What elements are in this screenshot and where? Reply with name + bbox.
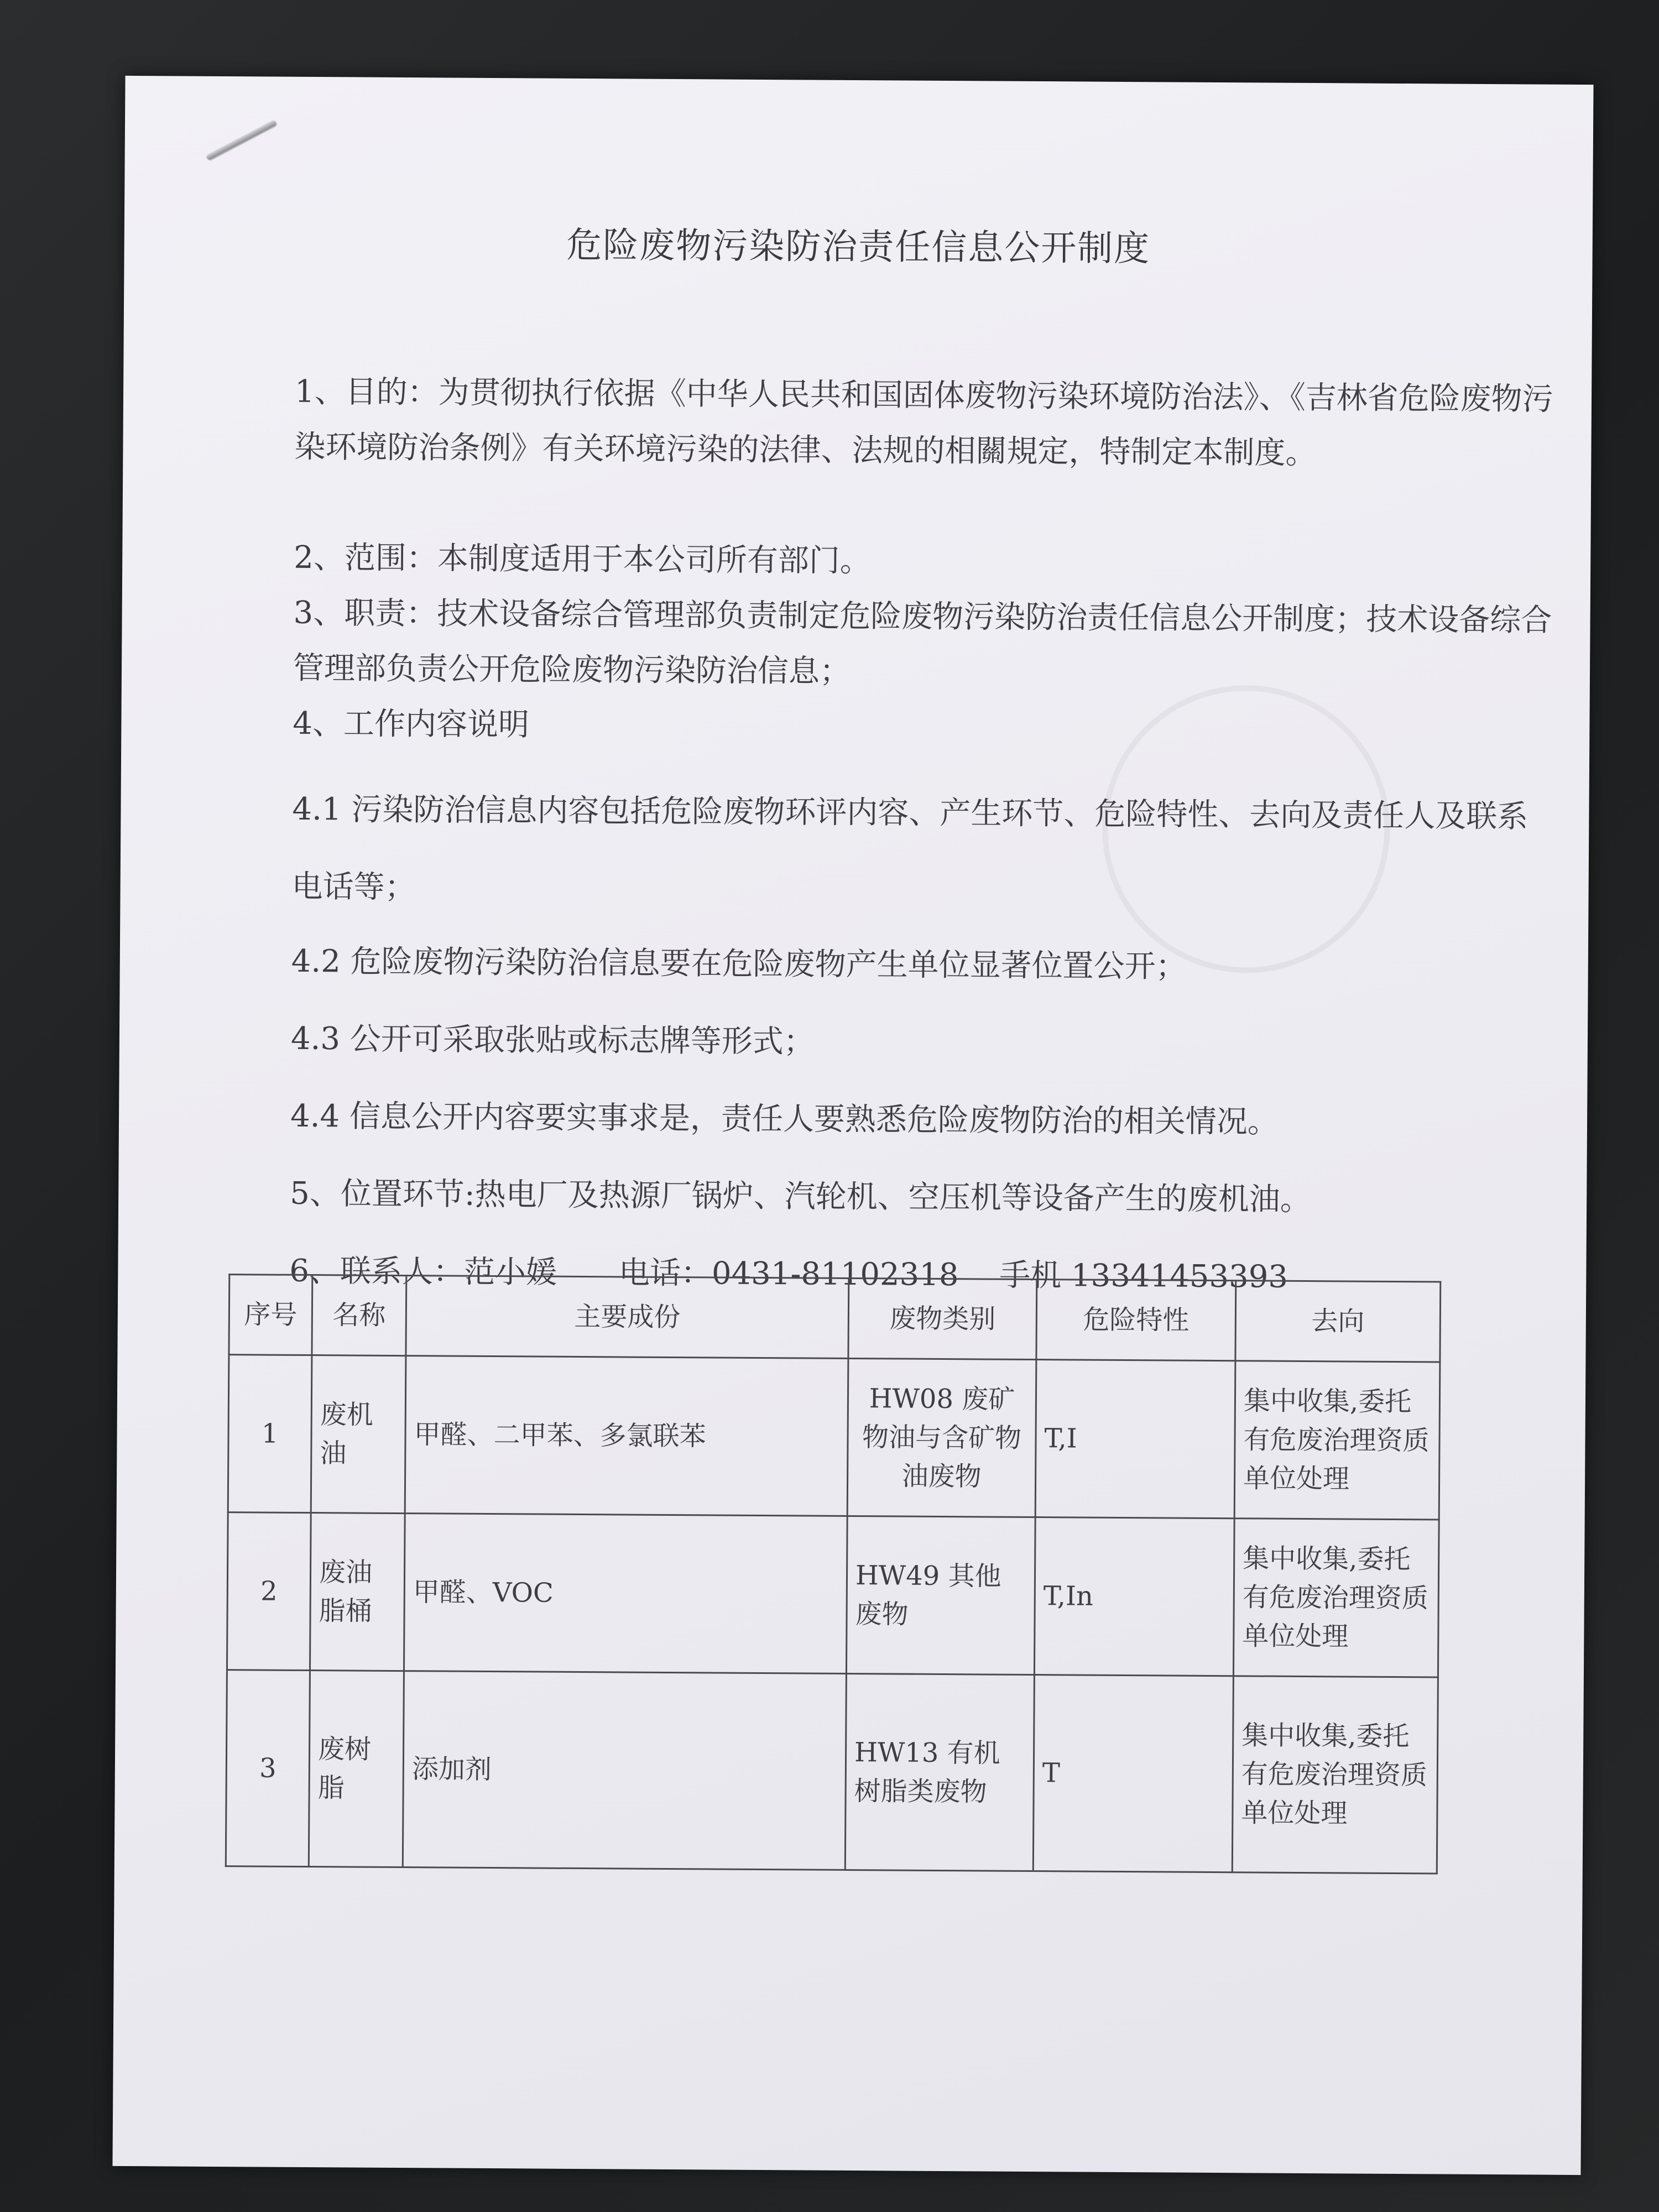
header-components: 主要成份 [406,1276,849,1359]
cell-name: 废油脂桶 [310,1513,405,1671]
table-row [226,1670,1438,1874]
cell-components: 甲醛、二甲苯、多氯联苯 [405,1356,848,1516]
header-destination: 去向 [1235,1281,1441,1362]
staple [206,119,277,160]
paragraph-4-4: 4.4 信息公开内容要实事求是，责任人要熟悉危险废物防治的相关情况。 [290,1098,1279,1140]
paragraph-contact: 6、联系人：范小媛 电话：0431-81102318 手机 13341453393 [289,1253,1288,1295]
header-category: 废物类别 [848,1278,1037,1359]
cell-destination: 集中收集,委托有危废治理资质单位处理 [1232,1676,1438,1874]
header-name: 名称 [312,1275,406,1356]
cell-index: 1 [228,1355,312,1513]
header-index: 序号 [229,1275,312,1355]
document-title: 危险废物污染防治责任信息公开制度 [566,225,1151,270]
table-row [227,1512,1439,1677]
cell-category: HW49 其他废物 [846,1516,1035,1674]
document-page [112,76,1593,2175]
table-header-row [229,1275,1441,1362]
cell-category: HW13 有机树脂类废物 [845,1673,1034,1871]
cell-hazard: T [1033,1675,1233,1872]
paragraph-4-3: 4.3 公开可采取张贴或标志牌等形式； [290,1020,815,1060]
paragraph-4-2: 4.2 危险废物污染防治信息要在危险废物产生单位显著位置公开； [291,943,1187,985]
cell-components: 甲醛、VOC [404,1514,847,1674]
waste-table [225,1274,1440,1874]
paragraph-location: 5、位置环节:热电厂及热源厂锅炉、汽轮机、空压机等设备产生的废机油。 [290,1175,1311,1218]
table-row [228,1355,1440,1520]
cell-category: HW08 废矿物油与含矿物油废物 [847,1358,1036,1517]
cell-hazard: T,In [1034,1517,1234,1676]
cell-name: 废树脂 [309,1671,404,1867]
cell-name: 废机油 [311,1355,406,1514]
cell-hazard: T,I [1035,1360,1235,1519]
paragraph-scope: 2、范围：本制度适用于本公司所有部门。 [294,539,872,580]
header-hazard: 危险特性 [1036,1280,1236,1361]
cell-index: 2 [227,1512,311,1671]
cell-destination: 集中收集,委托有危废治理资质单位处理 [1233,1519,1439,1677]
cell-components: 添加剂 [403,1671,846,1870]
cell-index: 3 [226,1670,310,1867]
paragraph-work-content: 4、工作内容说明 [293,705,530,743]
paragraph-purpose: 1、目的：为贯彻执行依据《中华人民共和国固体废物污染环境防治法》、《吉林省危险废物污染环境防治条例》有关环境污染的法律、法规的相關規定，特制定本制度。 [294,373,1553,472]
cell-destination: 集中收集,委托有危废治理资质单位处理 [1234,1361,1440,1520]
paragraph-4-1: 4.1 污染防治信息内容包括危险废物环评内容、产生环节、危险特性、去向及责任人及联系电话等； [291,791,1528,906]
paragraph-duties: 3、职责：技术设备综合管理部负责制定危险废物污染防治责任信息公开制度；技术设备综合管理部负责公开危险废物污染防治信息； [293,594,1552,690]
